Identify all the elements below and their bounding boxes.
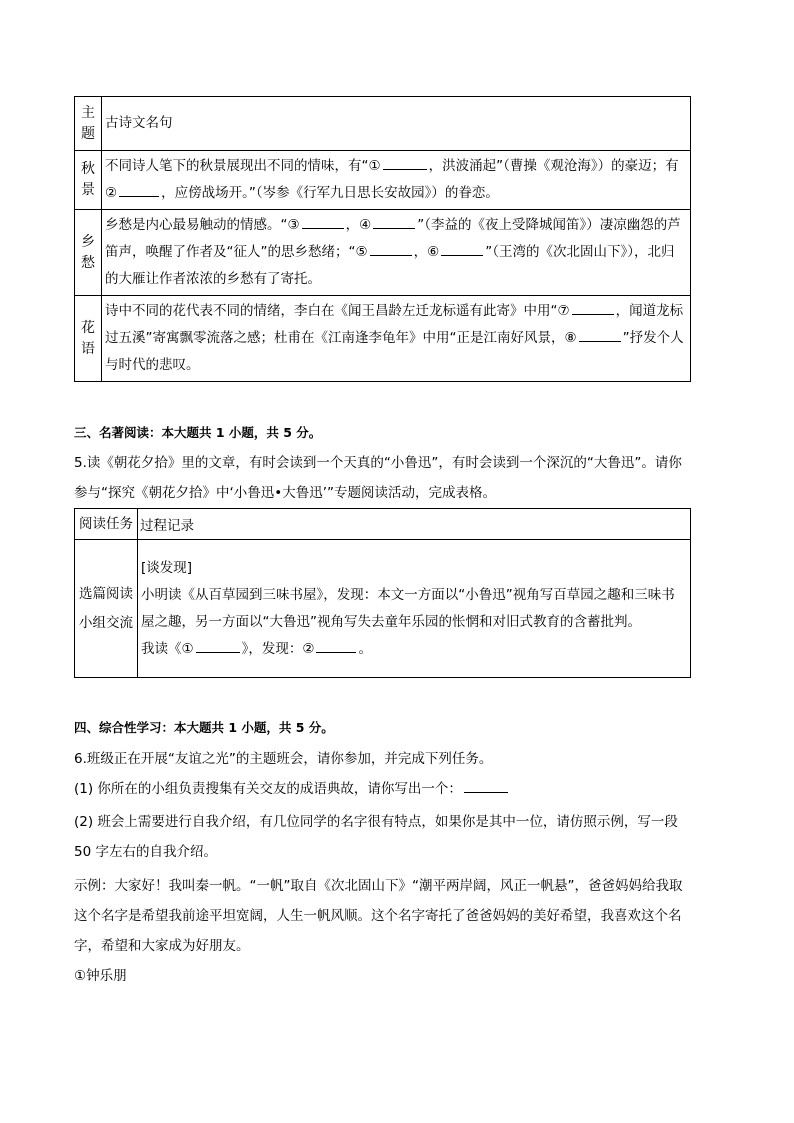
text-segment: ，洪波涌起”（曹操《观沧海》）的豪迈；有② [105, 158, 679, 201]
answer-blank[interactable] [316, 637, 356, 653]
text-segment: (1) 你所在的小组负责搜集有关交友的成语典故，请你写出一个： [74, 781, 462, 797]
example-text: 示例：大家好！我叫秦一帆。“一帆”取自《次北固山下》“潮平两岸阔，风正一帆悬”，爸爸妈妈给我取这个名字是希望我前途平坦宽阔，人生一帆风顺。这个名字寄托了爸爸妈妈的美好希望，我喜欢这个名字，希望和大家成为好朋友。 [74, 878, 683, 954]
discussion-tag: [谈发现] [141, 559, 193, 576]
reading-task-table [74, 508, 691, 678]
text-segment: ，应傍战场开。”（岑参《行军九日思长安故园》）的眷恋。 [161, 185, 499, 201]
answer-blank[interactable] [119, 181, 159, 197]
text-segment: 不同诗人笔下的秋景展现出不同的情味，有“① [105, 158, 381, 174]
table-row [75, 210, 691, 296]
row-label-autumn [75, 151, 102, 210]
row-label-flowers [75, 296, 102, 382]
text-segment: 诗中不同的花代表不同的情绪，李白在《闻王昌龄左迁龙标遥有此寄》中用“⑦ [105, 303, 570, 319]
answer-blank[interactable] [373, 213, 415, 229]
answer-blank[interactable] [370, 240, 412, 256]
text-segment: 我读《① [141, 640, 194, 657]
text-segment: ”抒发个人与时代的悲叹。 [105, 330, 684, 373]
record-cell [138, 540, 691, 678]
answer-blank[interactable] [196, 637, 240, 653]
answer-blank[interactable] [572, 299, 614, 315]
record-header-cell [138, 509, 691, 540]
text-segment: 乡愁是内心最易触动的情感。“③ [105, 217, 300, 233]
theme-header-label: 主 题 [81, 104, 95, 142]
task-cell [75, 540, 138, 678]
text-segment: ”（王湾的《次北固山下》），北归的大雁让作者浓浓的乡愁有了寄托。 [105, 244, 675, 287]
task-label: 选篇阅读小组交流 [79, 585, 133, 631]
name-item: ①钟乐朋 [74, 968, 127, 984]
text-segment: ，④ [345, 217, 372, 233]
text-segment: ”（李益的《夜上受降城闻笛》）凄凉幽怨的芦笛声，唤醒了作者及“征人”的思乡愁绪；“⑤ [105, 217, 681, 260]
my-reading-line [141, 636, 687, 663]
answer-blank[interactable] [464, 777, 508, 793]
question-text: 5.读《朝花夕拾》里的文章，有时会读到一个天真的“小鲁迅”，有时会读到一个深沉的“大鲁迅”。请你参与“探究《朝花夕拾》中‘小鲁迅•大鲁迅’”专题阅读活动，完成表格。 [74, 455, 682, 501]
sub-question: (2) 班会上需要进行自我介绍，有几位同学的名字很有特点，如果你是其中一位，请仿照示例，写一段 50 字左右的自我介绍。 [74, 814, 678, 860]
table-header-row [75, 97, 691, 151]
table-header-row [75, 509, 691, 540]
answer-blank[interactable] [579, 326, 621, 342]
table-row [75, 540, 691, 678]
poetry-table [74, 96, 691, 382]
row-content-autumn [102, 151, 691, 210]
answer-blank[interactable] [441, 240, 483, 256]
row-label-text: 花 语 [81, 319, 95, 357]
section-heading: 四、综合性学习：本大题共 1 小题，共 5 分。 [74, 720, 334, 735]
text-segment: ，⑥ [413, 244, 440, 260]
table-row [75, 296, 691, 382]
text-segment: 》，发现：② [241, 640, 315, 657]
answer-blank[interactable] [383, 154, 427, 170]
text-segment: ，闻道龙标过五溪”寄寓飘零流落之感；杜甫在《江南逢李龟年》中用“正是江南好风景，⑧ [105, 303, 684, 346]
theme-header-cell [75, 97, 102, 151]
record-header-label: 过程记录 [140, 518, 194, 534]
question-text: 6.班级正在开展“友谊之光”的主题班会，请你参加，并完成下列任务。 [74, 751, 493, 767]
row-label-homesick [75, 210, 102, 296]
text-segment: 。 [358, 640, 372, 657]
row-content-homesick [102, 210, 691, 296]
row-content-flowers [102, 296, 691, 382]
content-header-label: 古诗文名句 [105, 115, 173, 131]
table-row [75, 151, 691, 210]
task-header-cell [75, 509, 138, 540]
record-text: 小明读《从百草园到三味书屋》，发现：本文一方面以“小鲁迅”视角写百草园之趣和三味书屋之趣，另一方面以“大鲁迅”视角写失去童年乐园的怅惘和对旧式教育的含蓄批判。 [141, 586, 675, 630]
content-header-cell [102, 97, 691, 151]
row-label-text: 乡 愁 [81, 233, 95, 271]
sub-question [74, 774, 694, 804]
row-label-text: 秋 景 [81, 161, 95, 198]
section-heading: 三、名著阅读：本大题共 1 小题，共 5 分。 [74, 425, 322, 440]
answer-blank[interactable] [302, 213, 344, 229]
task-header-label: 阅读任务 [79, 515, 133, 532]
